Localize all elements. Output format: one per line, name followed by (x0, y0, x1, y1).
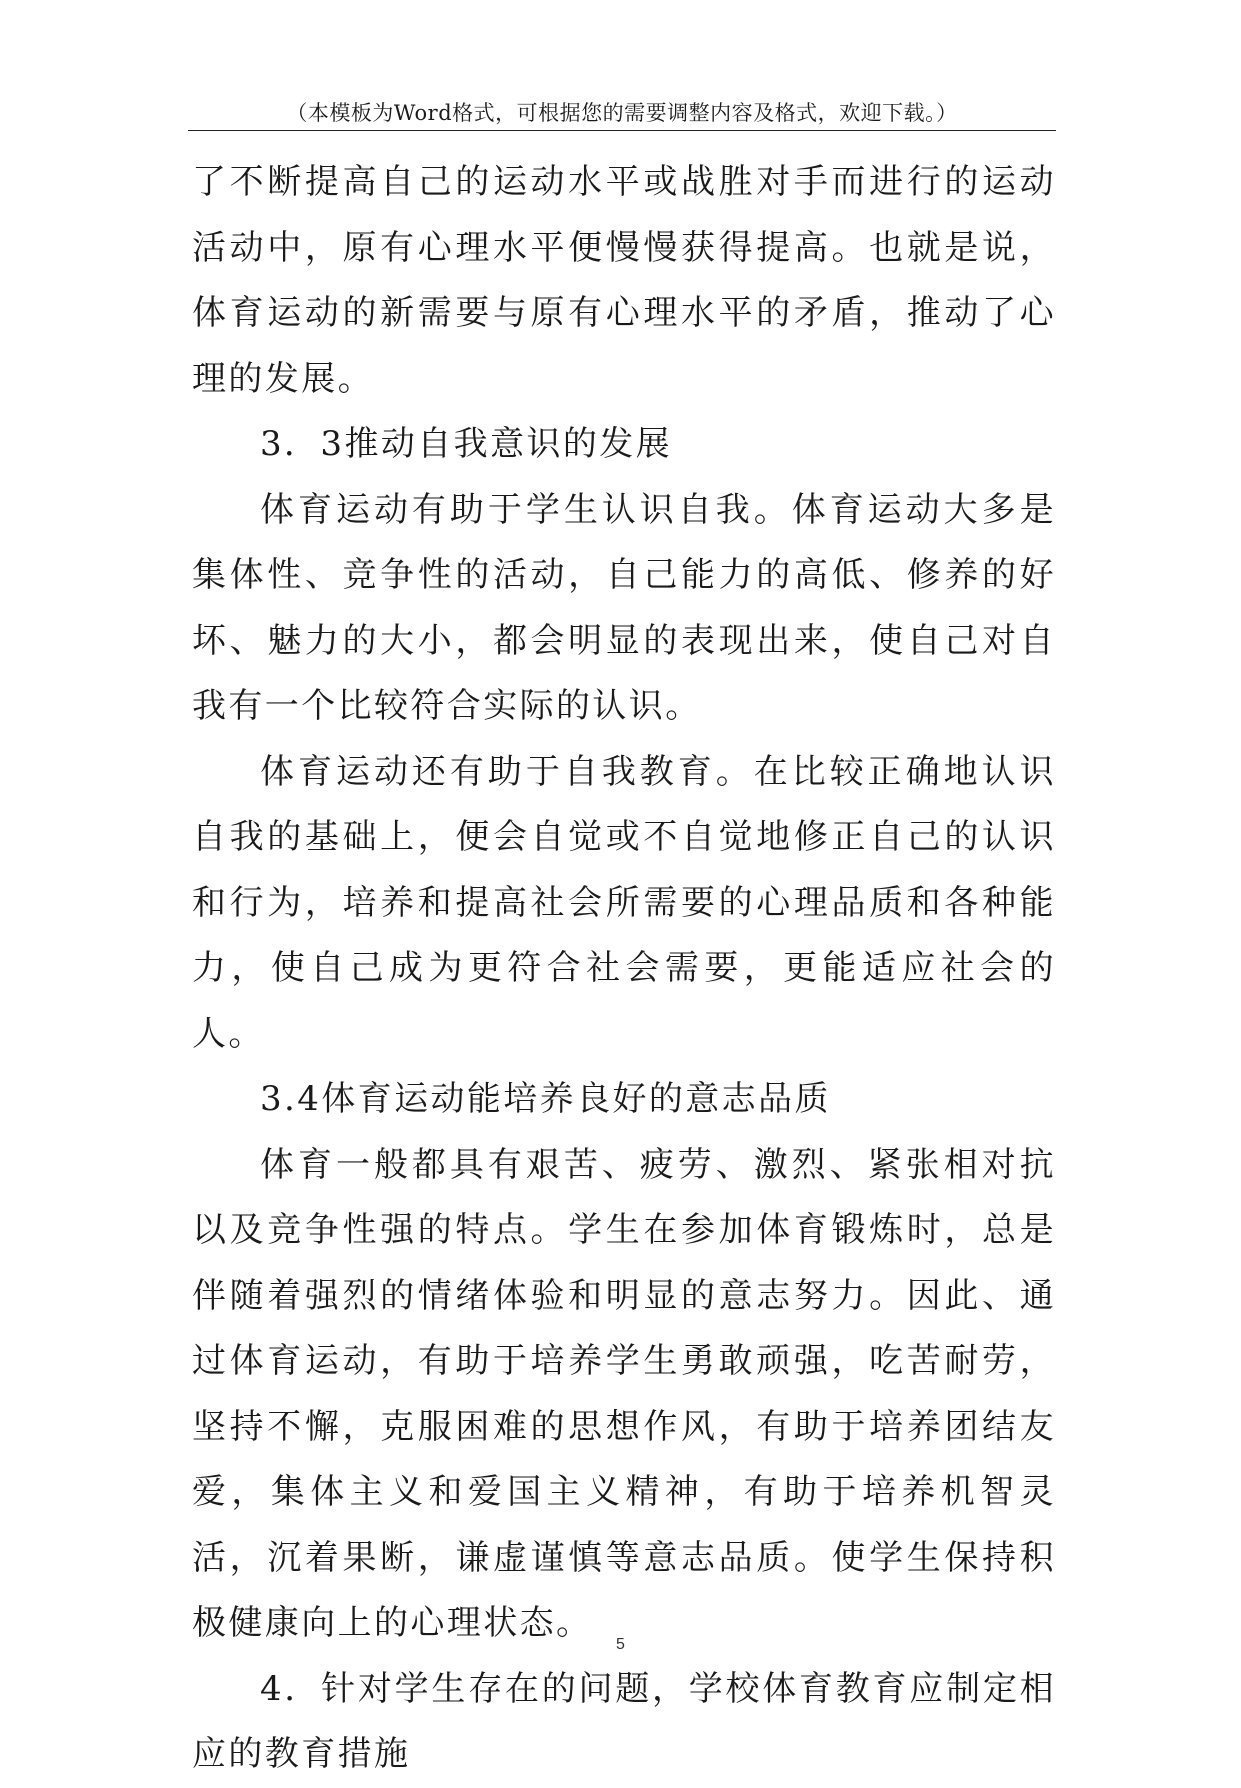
section-heading-3-3: 3．3推动自我意识的发展 (260, 424, 673, 464)
document-body (192, 150, 1056, 1788)
page-header: （本模板为Word格式，可根据您的需要调整内容及格式，欢迎下载。） (286, 101, 958, 125)
paragraph-will-quality: 体育一般都具有艰苦、疲劳、激烈、紧张相对抗以及竞争性强的特点。学生在参加体育锻炼时，总是伴随着强烈的情绪体验和明显的意志努力。因此、通过体育运动，有助于培养学生勇敢顽强，吃苦耐劳，坚持不懈，克服困难的思想作风，有助于培养团结友爱，集体主义和爱国主义精神，有助于培养机智灵活，沉着果断，谦虚谨慎等意志品质。使学生保持积极健康向上的心理状态。 (192, 1144, 1056, 1643)
paragraph-self-recognition: 体育运动有助于学生认识自我。体育运动大多是集体性、竞争性的活动，自己能力的高低、修养的好坏、魅力的大小，都会明显的表现出来，使自己对自我有一个比较符合实际的认识。 (192, 489, 1056, 726)
paragraph-self-education: 体育运动还有助于自我教育。在比较正确地认识自我的基础上，便会自觉或不自觉地修正自己的认识和行为，培养和提高社会所需要的心理品质和各种能力，使自己成为更符合社会需要，更能适应社会的人。 (192, 751, 1056, 1054)
paragraph-continuation: 了不断提高自己的运动水平或战胜对手而进行的运动活动中，原有心理水平便慢慢获得提高。也就是说，体育运动的新需要与原有心理水平的矛盾，推动了心理的发展。 (192, 162, 1056, 399)
page-number: 5 (616, 1636, 625, 1653)
section-heading-3-4: 3.4体育运动能培养良好的意志品质 (260, 1079, 831, 1119)
header-divider (188, 130, 1056, 131)
section-heading-4: 4．针对学生存在的问题，学校体育教育应制定相应的教育措施 (192, 1668, 1056, 1774)
